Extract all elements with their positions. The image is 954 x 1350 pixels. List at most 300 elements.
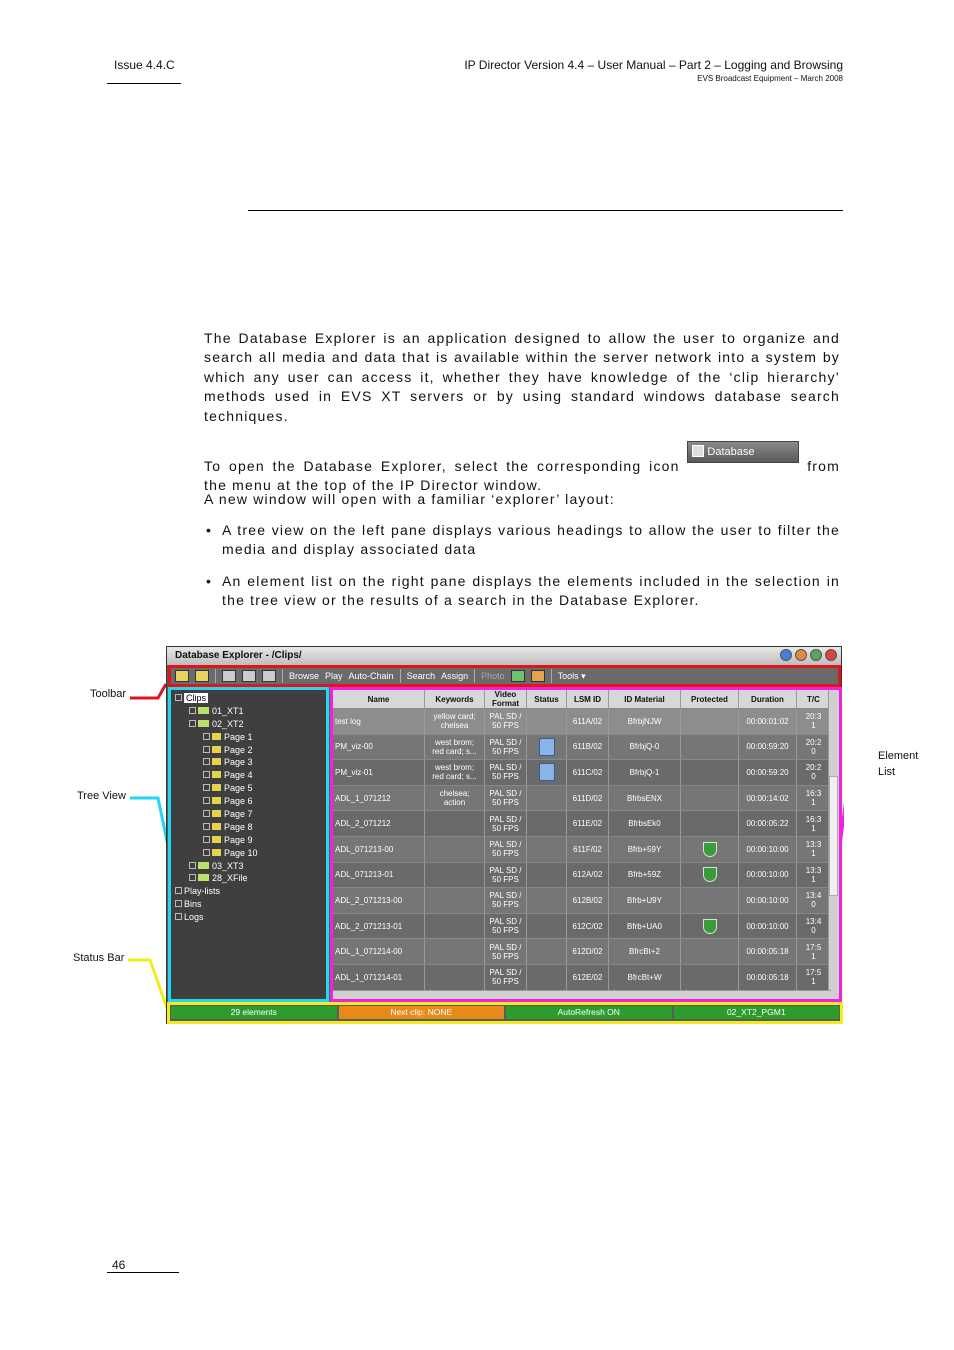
toolbar: [168, 665, 841, 687]
browse-button[interactable]: Browse: [289, 671, 320, 681]
tc-line: 1: [811, 823, 816, 833]
shield-icon: [703, 867, 717, 882]
folder-icon: [212, 771, 221, 778]
column-header[interactable]: T/C: [797, 690, 831, 708]
clip-name: ADL_1_071212: [335, 793, 391, 803]
auto-chain-button[interactable]: Auto-Chain: [348, 671, 394, 681]
toolbar-separator: [551, 669, 552, 683]
footer-rule: [107, 1272, 179, 1273]
sync-icon: [539, 738, 555, 756]
duration-cell: [739, 837, 797, 862]
duration-cell: [739, 709, 797, 734]
tc-line: 0: [811, 772, 816, 782]
format-line: PAL SD /: [489, 763, 522, 773]
name-cell: [333, 811, 425, 836]
header-left-rule: [107, 83, 181, 84]
duration-cell: [739, 939, 797, 964]
lsm-id: 611B/02: [572, 742, 603, 752]
document-title: IP Director Version 4.4 – User Manual – Part 2 – Logging and Browsing: [464, 58, 843, 72]
expand-icon[interactable]: [175, 900, 182, 907]
format-line: 50 FPS: [492, 772, 519, 782]
bullet-element-list: [204, 572, 840, 611]
tc-line: 13:3: [805, 865, 822, 875]
folder-icon: [212, 758, 221, 765]
format-cell: [485, 914, 527, 939]
format-line: PAL SD /: [489, 712, 522, 722]
keywords-line: red card; s...: [432, 746, 477, 756]
keywords-cell: [425, 735, 485, 760]
format-line: PAL SD /: [489, 814, 522, 824]
format-cell: [485, 811, 527, 836]
duration-cell: [739, 786, 797, 811]
tree-item[interactable]: [175, 911, 322, 924]
cut-icon[interactable]: [222, 670, 236, 682]
expand-icon[interactable]: [189, 707, 196, 714]
name-cell: [333, 709, 425, 734]
format-cell: [485, 939, 527, 964]
table-row[interactable]: [333, 939, 831, 965]
folder-icon: [212, 784, 221, 791]
minimize-icon[interactable]: [795, 649, 807, 661]
duration: 00:00:05:22: [746, 819, 789, 829]
paste-icon[interactable]: [262, 670, 276, 682]
table-row[interactable]: [333, 760, 831, 786]
lsm-id-cell: [567, 760, 609, 785]
bullet-tree-view: [204, 521, 840, 560]
tree-item[interactable]: [175, 834, 322, 847]
lsm-id-cell: [567, 837, 609, 862]
status-bar-callout: Status Bar: [73, 952, 125, 964]
tc-cell: [797, 760, 831, 785]
open-text-after: from the menu at the top of the IP Director window.: [204, 458, 840, 494]
name-cell: [333, 735, 425, 760]
status-cell: [527, 760, 567, 785]
issue-label: Issue 4.4.C: [114, 58, 175, 72]
duration: 00:00:14:02: [746, 793, 789, 803]
name-cell: [333, 760, 425, 785]
duration-cell: [739, 965, 797, 990]
tree-item[interactable]: [175, 808, 322, 821]
tree-item[interactable]: [175, 885, 322, 898]
tree-item[interactable]: [175, 731, 322, 744]
document-subtitle: EVS Broadcast Equipment – March 2008: [697, 74, 843, 83]
tree-item-label: Page 1: [224, 731, 253, 742]
format-line: PAL SD /: [489, 865, 522, 875]
id-material: BfrbjNJW: [627, 716, 662, 726]
lsm-id-cell: [567, 735, 609, 760]
tc-line: 20:3: [805, 712, 822, 722]
format-line: 50 FPS: [492, 874, 519, 884]
tree-item-label: Page 9: [224, 834, 253, 845]
copy-icon[interactable]: [242, 670, 256, 682]
keywords-cell: [425, 914, 485, 939]
tree-item-label: Page 7: [224, 809, 253, 820]
tc-line: 17:5: [805, 942, 822, 952]
column-header[interactable]: Protected: [681, 690, 739, 708]
auto-refresh-icon[interactable]: [531, 670, 545, 682]
grid-header: [333, 690, 831, 709]
lsm-id-cell: [567, 709, 609, 734]
element-list: [330, 687, 842, 1002]
status-cell: [527, 709, 567, 734]
expand-icon[interactable]: [203, 758, 210, 765]
keywords-cell: [425, 709, 485, 734]
duration: 00:00:10:00: [746, 895, 789, 905]
keywords-cell: [425, 786, 485, 811]
tree-item[interactable]: [175, 898, 322, 911]
protected-cell: [681, 965, 739, 990]
element-list-callout-1: Element: [878, 750, 919, 762]
tree-item-label: Logs: [184, 912, 204, 923]
search-button[interactable]: Search: [406, 671, 436, 681]
tc-cell: [797, 837, 831, 862]
column-header[interactable]: Name: [333, 690, 425, 708]
name-cell: [333, 888, 425, 913]
column-header[interactable]: Keywords: [425, 690, 485, 708]
format-line: 50 FPS: [492, 721, 519, 731]
protected-cell: [681, 939, 739, 964]
toolbar-separator: [215, 669, 216, 683]
lsm-id: 612E/02: [572, 972, 603, 982]
table-row[interactable]: [333, 811, 831, 837]
tree-item-label: Clips: [186, 693, 207, 703]
tree-item[interactable]: [175, 744, 322, 757]
tree-item[interactable]: [175, 872, 322, 885]
tc-line: 1: [811, 977, 816, 987]
lsm-id: 611E/02: [572, 819, 603, 829]
id-material-cell: [609, 914, 681, 939]
duration: 00:00:01:02: [746, 716, 789, 726]
format-cell: [485, 709, 527, 734]
tc-line: 1: [811, 721, 816, 731]
name-cell: [333, 939, 425, 964]
database-explorer-figure: [72, 646, 919, 1026]
tc-line: 20:2: [805, 763, 822, 773]
tc-line: 16:3: [805, 789, 822, 799]
keywords-cell: [425, 965, 485, 990]
format-line: 50 FPS: [492, 798, 519, 808]
format-line: PAL SD /: [489, 737, 522, 747]
maximize-icon[interactable]: [810, 649, 822, 661]
duration: 00:00:10:00: [746, 870, 789, 880]
server-icon: [198, 862, 209, 869]
sync-icon: [539, 763, 555, 781]
status-cell: [527, 863, 567, 888]
expand-icon[interactable]: [203, 771, 210, 778]
tree-item[interactable]: [175, 821, 322, 834]
column-header[interactable]: ID Material: [609, 690, 681, 708]
folder-icon: [212, 746, 221, 753]
expand-icon[interactable]: [175, 694, 182, 701]
expand-icon[interactable]: [203, 836, 210, 843]
chart-icon[interactable]: [175, 670, 189, 682]
tree-view: [168, 687, 329, 1002]
column-header[interactable]: LSM ID: [567, 690, 609, 708]
refresh-icon[interactable]: [511, 670, 525, 682]
folder-icon: [212, 797, 221, 804]
lsm-id: 611A/02: [572, 716, 603, 726]
server-icon: [198, 874, 209, 881]
open-text-before: To open the Database Explorer, select the corresponding icon: [204, 458, 680, 474]
protected-cell: [681, 735, 739, 760]
tc-line: 1: [811, 849, 816, 859]
tc-cell: [797, 939, 831, 964]
format-cell: [485, 786, 527, 811]
id-material-cell: [609, 735, 681, 760]
format-line: PAL SD /: [489, 840, 522, 850]
element-list-callout-2: List: [878, 766, 896, 778]
channel-status: 02_XT2_PGM1: [674, 1006, 840, 1019]
tree-item[interactable]: [175, 847, 322, 860]
protected-cell: [681, 914, 739, 939]
tc-line: 13:3: [805, 840, 822, 850]
expand-icon[interactable]: [189, 720, 196, 727]
toolbar-separator: [282, 669, 283, 683]
tree-item[interactable]: [175, 860, 322, 873]
table-row[interactable]: [333, 863, 831, 889]
format-line: PAL SD /: [489, 891, 522, 901]
column-header[interactable]: Video Format: [485, 690, 527, 708]
keywords-line: chelsea;: [439, 789, 470, 799]
window-controls: [780, 649, 837, 661]
tc-line: 1: [811, 798, 816, 808]
table-row[interactable]: [333, 837, 831, 863]
protected-cell: [681, 709, 739, 734]
name-cell: [333, 837, 425, 862]
element-count: 29 elements: [171, 1006, 337, 1019]
expand-icon[interactable]: [175, 913, 182, 920]
status-cell: [527, 939, 567, 964]
tools-menu[interactable]: Tools ▾: [557, 670, 586, 681]
photo-button[interactable]: Photo: [481, 671, 505, 681]
tree-item-label: Page 6: [224, 796, 253, 807]
keywords-line: chelsea: [440, 721, 469, 731]
table-row[interactable]: [333, 735, 831, 761]
duration: 00:00:59:20: [746, 767, 789, 777]
toolbar-separator: [474, 669, 475, 683]
duration-cell: [739, 863, 797, 888]
format-line: PAL SD /: [489, 789, 522, 799]
lsm-id-cell: [567, 863, 609, 888]
clip-name: ADL_071213-01: [335, 870, 394, 880]
format-line: PAL SD /: [489, 968, 522, 978]
keywords-line: red card; s...: [432, 772, 477, 782]
tc-line: 0: [811, 746, 816, 756]
column-header[interactable]: Duration: [739, 690, 797, 708]
status-cell: [527, 735, 567, 760]
id-material-cell: [609, 863, 681, 888]
tc-cell: [797, 965, 831, 990]
protected-cell: [681, 863, 739, 888]
id-material: BfrbsENX: [626, 793, 663, 803]
shield-icon: [703, 919, 717, 934]
format-cell: [485, 965, 527, 990]
tc-cell: [797, 863, 831, 888]
duration-cell: [739, 811, 797, 836]
table-row[interactable]: [333, 914, 831, 940]
protected-cell: [681, 811, 739, 836]
lsm-id: 611C/02: [572, 767, 603, 777]
lsm-id: 612B/02: [572, 895, 603, 905]
tree-item-label: Play-lists: [184, 886, 221, 897]
id-material: Bfrb+U9Y: [627, 895, 662, 905]
folder-icon: [212, 823, 221, 830]
tree-item[interactable]: [175, 756, 322, 769]
name-cell: [333, 786, 425, 811]
format-cell: [485, 837, 527, 862]
keywords-line: yellow card;: [433, 712, 476, 722]
id-material: BfrbsEk0: [628, 819, 661, 829]
expand-icon[interactable]: [175, 887, 182, 894]
duration-cell: [739, 735, 797, 760]
expand-icon[interactable]: [189, 874, 196, 881]
id-material-cell: [609, 965, 681, 990]
keywords-cell: [425, 888, 485, 913]
id-material: Bfrb+59Z: [627, 870, 662, 880]
expand-icon[interactable]: [203, 849, 210, 856]
expand-icon[interactable]: [203, 810, 210, 817]
lsm-id: 612A/02: [572, 870, 603, 880]
server-icon: [198, 707, 209, 714]
element-grid: [333, 690, 831, 991]
bullet-icon: •: [206, 573, 213, 589]
lsm-id: 612D/02: [572, 947, 603, 957]
id-material: Bfrb+UA0: [627, 921, 662, 931]
column-header[interactable]: Status: [527, 690, 567, 708]
tree-item-label: Bins: [184, 899, 202, 910]
expand-icon[interactable]: [203, 784, 210, 791]
tc-line: 13:4: [805, 917, 822, 927]
open-paragraph: [204, 441, 840, 496]
tree-item[interactable]: [175, 782, 322, 795]
help-icon[interactable]: [780, 649, 792, 661]
duration: 00:00:05:18: [746, 972, 789, 982]
clip-name: ADL_2_071213-01: [335, 921, 403, 931]
intro-paragraph: The Database Explorer is an application designed to allow the user to organize and search all media and data that is available within the server network into a system by which any user can access it, whether they have knowledge of the ‘clip hierarchy’ methods used in EVS XT servers or by using standard windows database search techniques.: [204, 330, 840, 424]
format-line: 50 FPS: [492, 823, 519, 833]
assign-button[interactable]: Assign: [441, 671, 469, 681]
header-right: [464, 58, 843, 83]
expand-icon[interactable]: [189, 862, 196, 869]
tree-item[interactable]: [175, 718, 322, 731]
tree-item[interactable]: [175, 769, 322, 782]
tc-cell: [797, 811, 831, 836]
clip-name: ADL_071213-00: [335, 844, 394, 854]
clip-name: test log: [335, 716, 361, 726]
table-row[interactable]: [333, 709, 831, 735]
section-rule: [248, 210, 843, 211]
id-material: BfrbjQ-1: [629, 767, 660, 777]
status-cell: [527, 786, 567, 811]
id-material-cell: [609, 888, 681, 913]
expand-icon[interactable]: [203, 746, 210, 753]
format-line: PAL SD /: [489, 942, 522, 952]
tc-cell: [797, 888, 831, 913]
id-material-cell: [609, 811, 681, 836]
status-cell: [527, 811, 567, 836]
tree-item-label: 02_XT2: [212, 718, 244, 729]
name-cell: [333, 863, 425, 888]
scroll-thumb[interactable]: [829, 776, 838, 896]
status-cell: [527, 965, 567, 990]
tree-item-label: Page 10: [224, 847, 258, 858]
tree-item-label: 28_XFile: [212, 873, 248, 884]
tree-item-label: Page 2: [224, 744, 253, 755]
tree-item-label: Page 5: [224, 783, 253, 794]
tree-item-label: Page 4: [224, 770, 253, 781]
table-row[interactable]: [333, 965, 831, 991]
tree-item[interactable]: [175, 705, 322, 718]
tc-cell: [797, 735, 831, 760]
expand-icon[interactable]: [203, 733, 210, 740]
lsm-id: 612C/02: [572, 921, 603, 931]
format-line: 50 FPS: [492, 746, 519, 756]
duration: 00:00:10:00: [746, 844, 789, 854]
format-cell: [485, 888, 527, 913]
status-cell: [527, 837, 567, 862]
page-number: 46: [112, 1258, 126, 1272]
table-row[interactable]: [333, 888, 831, 914]
vertical-scrollbar[interactable]: [828, 690, 839, 999]
id-material: BfrbjQ-0: [629, 742, 660, 752]
expand-icon[interactable]: [203, 823, 210, 830]
close-icon[interactable]: [825, 649, 837, 661]
expand-icon[interactable]: [203, 797, 210, 804]
tree-item[interactable]: [175, 692, 322, 705]
tree-item-label: Page 8: [224, 821, 253, 832]
lsm-id-cell: [567, 786, 609, 811]
tree-item[interactable]: [175, 795, 322, 808]
save-icon[interactable]: [195, 670, 209, 682]
format-line: 50 FPS: [492, 926, 519, 936]
tree-item-label: Page 3: [224, 757, 253, 768]
play-button[interactable]: Play: [325, 671, 343, 681]
folder-icon: [212, 849, 221, 856]
horizontal-scrollbar[interactable]: [333, 990, 831, 999]
duration-cell: [739, 760, 797, 785]
id-material-cell: [609, 837, 681, 862]
id-material-cell: [609, 709, 681, 734]
auto-refresh-status: AutoRefresh ON: [506, 1006, 672, 1019]
duration-cell: [739, 888, 797, 913]
id-material: BfrcBt+2: [629, 947, 660, 957]
tc-line: 0: [811, 900, 816, 910]
protected-cell: [681, 786, 739, 811]
folder-icon: [212, 810, 221, 817]
tc-cell: [797, 786, 831, 811]
toolbar-callout: Toolbar: [90, 688, 127, 700]
next-clip: Next clip: NONE: [339, 1006, 505, 1019]
status-bar: [167, 1002, 843, 1024]
duration: 00:00:10:00: [746, 921, 789, 931]
tc-line: 1: [811, 951, 816, 961]
database-explorer-button-label: Database Explorer: [692, 446, 755, 478]
clip-name: PM_viz-00: [335, 742, 373, 752]
database-explorer-button[interactable]: [687, 441, 799, 478]
tc-line: 13:4: [805, 891, 822, 901]
toolbar-separator: [400, 669, 401, 683]
lsm-id-cell: [567, 811, 609, 836]
lsm-id-cell: [567, 888, 609, 913]
lsm-id-cell: [567, 939, 609, 964]
table-row[interactable]: [333, 786, 831, 812]
id-material-cell: [609, 760, 681, 785]
bullet-text: An element list on the right pane displays the elements included in the selection in the tree view or the results of a search in the Database Explorer.: [222, 573, 840, 609]
tc-cell: [797, 914, 831, 939]
keywords-cell: [425, 863, 485, 888]
lsm-id: 611F/02: [573, 844, 602, 854]
format-cell: [485, 863, 527, 888]
